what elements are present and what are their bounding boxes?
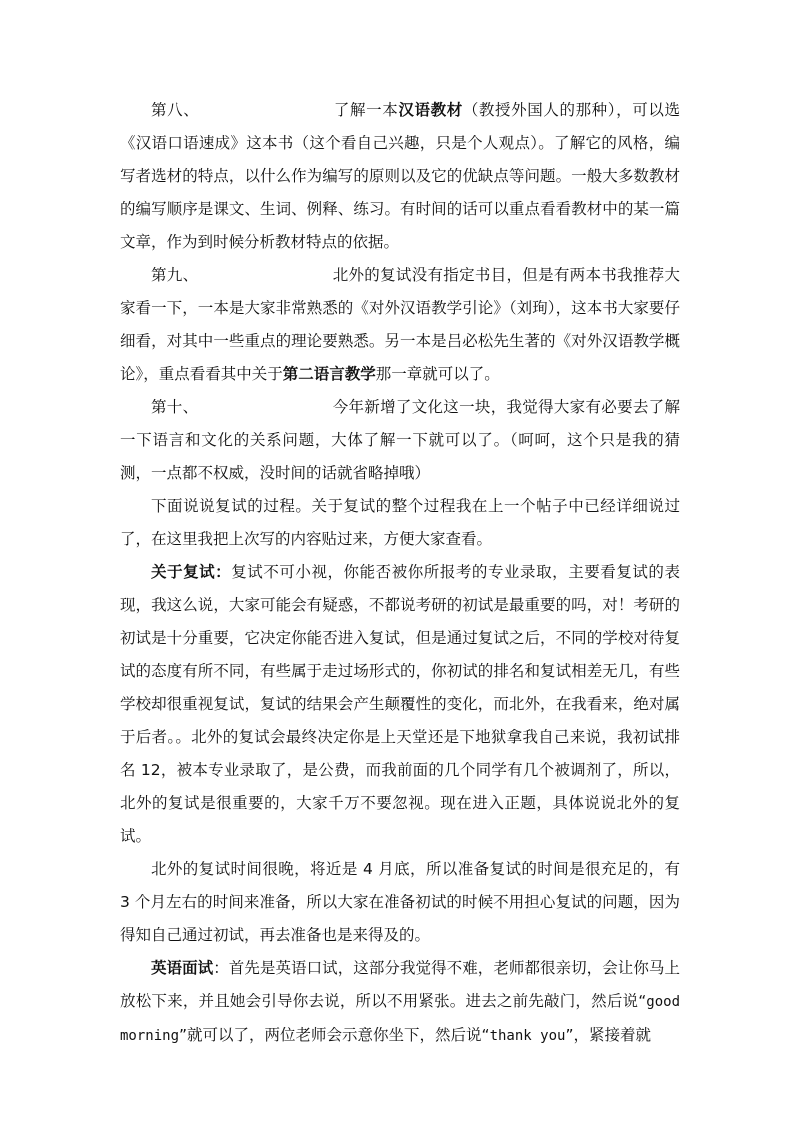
paragraph-text: ”，紧接着就 xyxy=(565,1026,651,1044)
paragraph-text: 第十、 xyxy=(151,398,199,416)
paragraph-text: 复试不可小视，你能否被你所报考的专业录取，主要看复试的表现，我这么说，大家可能会有疑惑，不都说考研的初试是最重要的吗，对！考研的初试是十分重要，它决定你能否进入复试，但是通过复试之后，不同的学校对待复试的态度有所不同，有些属于走过场形式的，你初试的排名和复试相差无几，有些学校却很重视复试，复试的结果会产生颠覆性的变化，而北外，在我看来，绝对属于后者。。北外的复试会最终决定你是上天堂还是下地狱拿我自己来说，我初试排名 12，被本专业录取了，是公费，而我前面的几个同学有几个被调剂了，所以，北外的复试是很重要的，大家千万不要忽视。现在进入正题，具体说说北外的复试。 xyxy=(120,563,680,845)
bold-term: 第二语言教学 xyxy=(282,365,376,383)
english-phrase: thank you xyxy=(489,1028,566,1044)
paragraph-text: 北外的复试没有指定书目，但是有两本书我推荐大家看一下，一本是大家非常熟悉的《对外汉语教学引论》（刘珣），这本书大家要仔细看，对其中一些重点的理论要熟悉。另一本是吕必松先生著的《对外汉语教学概论》，重点看看其中关于 xyxy=(120,266,680,383)
paragraph-eighth xyxy=(120,94,680,259)
paragraph-text: ：首先是英语口试，这部分我觉得不难，老师都很亲切，会让你马上放松下来，并且她会引导你去说，所以不用紧张。进去之前先敲门，然后说“ xyxy=(120,959,680,1010)
paragraph-text: 北外的复试时间很晚，将近是 4 月底，所以准备复试的时间是很充足的，有 3 个月左右的时间来准备，所以大家在准备初试的时候不用担心复试的问题，因为得知自己通过初试，再去准备也是来得及的。 xyxy=(120,860,680,944)
paragraph-text: 了解一本 xyxy=(333,101,399,119)
paragraph-text: 第八、 xyxy=(151,101,200,119)
paragraph-text: ”就可以了，两位老师会示意你坐下，然后说“ xyxy=(179,1026,490,1044)
section-heading: 关于复试： xyxy=(151,563,232,581)
paragraph-text: 下面说说复试的过程。关于复试的整个过程我在上一个帖子中已经详细说过了，在这里我把上次写的内容贴过来，方便大家查看。 xyxy=(120,497,680,548)
bold-term: 汉语教材 xyxy=(398,101,463,119)
english-phrase: good morning xyxy=(120,994,680,1044)
paragraph-text: 第九、 xyxy=(151,266,199,284)
document-body xyxy=(120,94,680,1053)
paragraph-retest-time xyxy=(120,853,680,952)
section-heading: 英语面试 xyxy=(151,959,214,977)
paragraph-text: 那一章就可以了。 xyxy=(375,365,500,383)
paragraph-retest-intro xyxy=(120,490,680,556)
paragraph-tenth xyxy=(120,391,680,490)
paragraph-text: 今年新增了文化这一块，我觉得大家有必要去了解一下语言和文化的关系问题，大体了解一下就可以了。（呵呵，这个只是我的猜测，一点都不权威，没时间的话就省略掉哦） xyxy=(120,398,680,482)
paragraph-text: （教授外国人的那种），可以选《汉语口语速成》这本书（这个看自己兴趣，只是个人观点）。了解它的风格，编写者选材的特点，以什么作为编写的原则以及它的优缺点等问题。一般大多数教材的编写顺序是课文、生词、例释、练习。有时间的话可以重点看看教材中的某一篇文章，作为到时候分析教材特点的依据。 xyxy=(120,101,680,251)
paragraph-ninth xyxy=(120,259,680,391)
paragraph-about-retest xyxy=(120,556,680,853)
paragraph-english-interview xyxy=(120,952,680,1053)
